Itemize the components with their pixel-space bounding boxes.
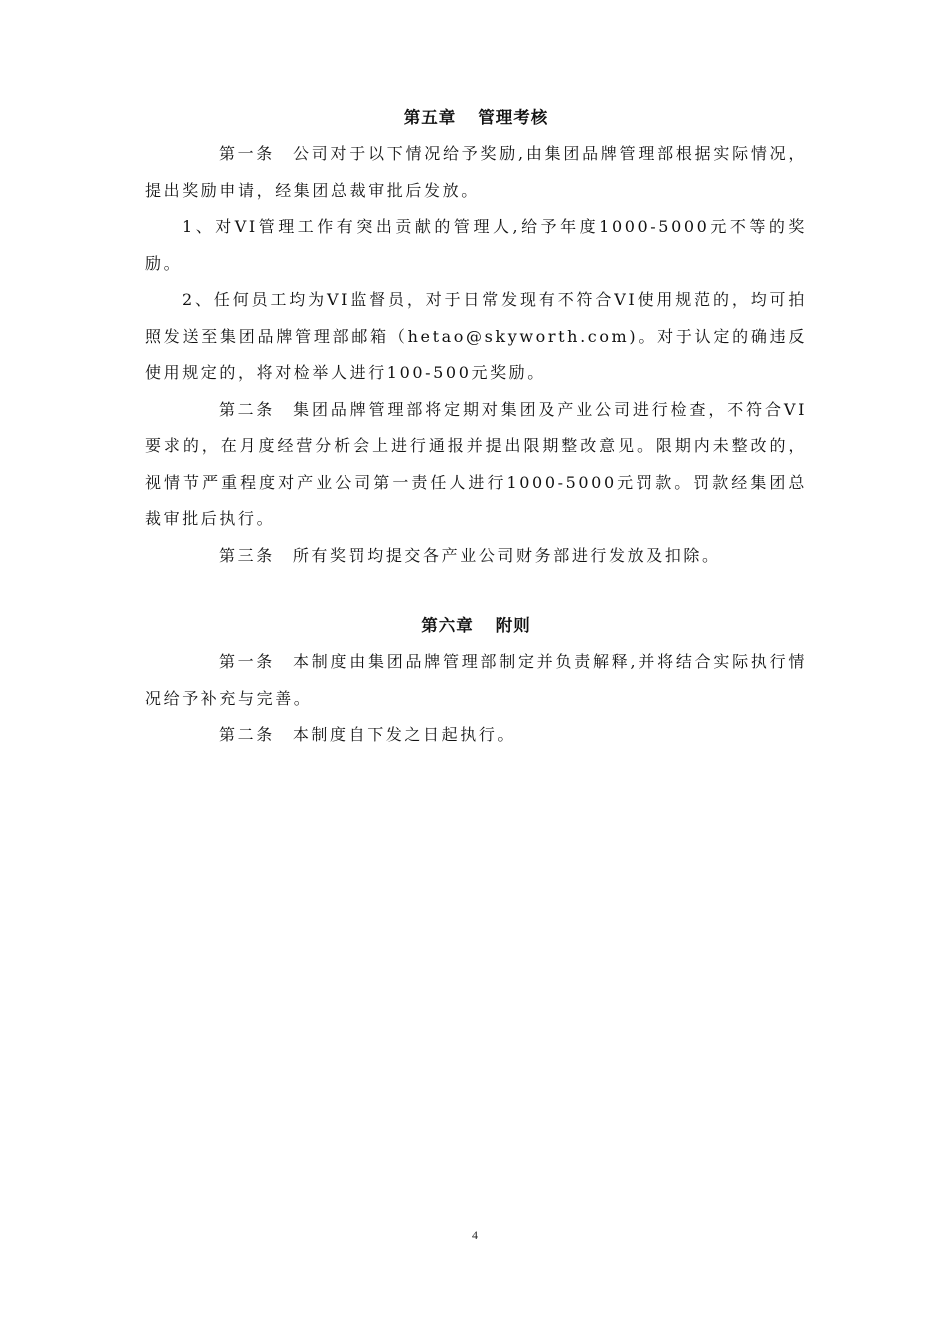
- article-text: 本制度自下发之日起执行。: [292, 725, 517, 744]
- chapter-number: 第六章: [421, 616, 474, 635]
- article-paragraph: [145, 644, 807, 717]
- article-label: 第一条: [219, 652, 275, 671]
- list-item-text: 1、对VI管理工作有突出贡献的管理人,给予年度1000-5000元不等的奖励。: [145, 217, 807, 273]
- chapter-title: 附则: [495, 616, 531, 635]
- chapter-number: 第五章: [403, 108, 457, 127]
- article-paragraph: [145, 392, 807, 538]
- article-text: 所有奖罚均提交各产业公司财务部进行发放及扣除。: [292, 545, 721, 565]
- article-text: 集团品牌管理部将定期对集团及产业公司进行检查，不符合VI要求的，在月度经营分析会上进行通报并提出限期整改意见。限期内未整改的，视情节严重程度对产业公司第一责任人进行1000-5000元罚款。罚款经集团总裁审批后执行。: [145, 399, 807, 528]
- list-item-paragraph: [145, 282, 807, 392]
- article-paragraph: [145, 538, 807, 575]
- page-content: [145, 100, 807, 754]
- article-label: 第二条: [219, 399, 275, 419]
- article-label: 第三条: [219, 545, 275, 565]
- article-text: 公司对于以下情况给予奖励,由集团品牌管理部根据实际情况，提出奖励申请，经集团总裁审批后发放。: [145, 144, 807, 200]
- article-paragraph: [145, 136, 807, 209]
- page-number: 4: [472, 1228, 478, 1242]
- article-paragraph: [145, 717, 807, 754]
- chapter-heading: [145, 100, 807, 136]
- article-label: 第一条: [219, 144, 275, 163]
- list-item-paragraph: [145, 209, 807, 282]
- chapter-title: 管理考核: [478, 108, 549, 127]
- chapter-6: [145, 608, 807, 754]
- article-text: 本制度由集团品牌管理部制定并负责解释,并将结合实际执行情况给予补充与完善。: [145, 652, 807, 708]
- section-spacer: [145, 574, 807, 608]
- chapter-heading: [145, 608, 807, 644]
- article-label: 第二条: [219, 725, 275, 744]
- list-item-text: 2、任何员工均为VI监督员，对于日常发现有不符合VI使用规范的，均可拍照发送至集团品牌管理部邮箱（hetao@skyworth.com)。对于认定的确违反使用规定的，将对检举人进行100-500元奖励。: [145, 290, 807, 382]
- chapter-5: [145, 100, 807, 574]
